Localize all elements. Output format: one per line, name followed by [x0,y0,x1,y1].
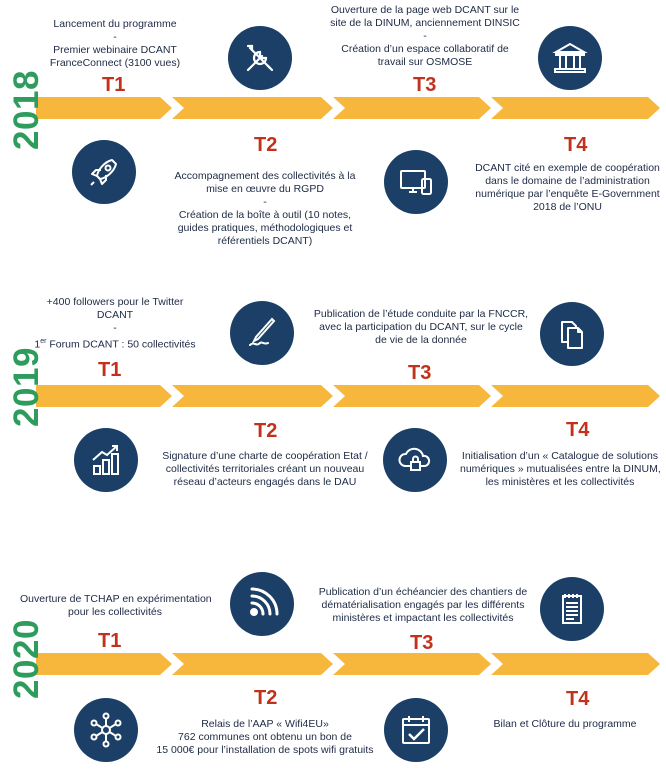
t1-description: Lancement du programme - Premier webinaire DCANT FranceConnect (3100 vues) [49,18,181,69]
devices-icon [384,150,448,214]
t4-description: Bilan et Clôture du programme [493,718,637,730]
timeline-arrow-segment [491,385,660,407]
timeline-arrow-segment [36,97,172,119]
year-label: 2019 [7,347,46,427]
t3-label: T3 [410,632,434,654]
t3-description: Ouverture de la page web DCANT sur le site de la DINUM, anciennement DINSIC - Création d’un espace collaboratif de travail sur OSMOSE [330,4,520,68]
t4-label: T4 [566,419,590,441]
t3-description: Publication de l’étude conduite par la FNCCR, avec la participation du DCANT, sur le cycle de vie de la donnée [313,308,529,346]
t1-description: Ouverture de TCHAP en expérimentation pour les collectivités [20,593,212,618]
t4-description: Initialisation d’un « Catalogue de solutions numériques » mutualisées entre la DINUM, les ministères et les collectivités [460,450,661,488]
timeline-arrow-segment [491,653,660,675]
t1-label: T1 [98,630,122,652]
timeline-arrow-segment [333,385,491,407]
t2-label: T2 [254,420,278,442]
t4-description: DCANT cité en exemple de coopération dans le domaine de l’administration numérique par l’enquête E-Government 2018 de l’ONU [475,162,660,213]
timeline-arrow-segment [333,97,491,119]
institution-icon [538,26,602,90]
calendar-check-icon [384,698,448,762]
year-label: 2018 [7,70,46,150]
t2-label: T2 [254,687,278,709]
cloud-lock-icon [383,428,447,492]
t3-label: T3 [408,362,432,384]
timeline-arrow-segment [172,97,333,119]
timeline-arrow-segment [172,653,333,675]
network-icon [74,698,138,762]
timeline-arrow-segment [36,653,172,675]
t3-description: Publication d’un échéancier des chantiers de dématérialisation engagés par les différents ministères et impactant les collectivités [318,586,528,624]
pen-signature-icon [230,301,294,365]
tools-icon [228,26,292,90]
t2-label: T2 [254,134,278,156]
t2-description: Relais de l’AAP « Wifi4EU» 762 communes ont obtenu un bon de 15 000€ pour l’installation de spots wifi gratuits [156,718,374,756]
wifi-icon [230,572,294,636]
t2-description: Accompagnement des collectivités à la mise en œuvre du RGPD - Création de la boîte à outil (10 notes, guides pratiques, méthodologiques et référentiels DCANT) [174,170,356,247]
timeline-arrow-segment [333,653,491,675]
t3-label: T3 [413,74,437,96]
timeline-arrow-segment [172,385,333,407]
t2-description: Signature d’une charte de coopération Etat / collectivités territoriales créant un nouveau réseau d’acteurs engagés dans le DAU [162,450,368,488]
t4-label: T4 [564,134,588,156]
rocket-icon [72,140,136,204]
t1-description: +400 followers pour le Twitter DCANT - 1er Forum DCANT : 50 collectivités [34,296,196,351]
timeline-arrow-segment [36,385,172,407]
notepad-icon [540,577,604,641]
growth-chart-icon [74,428,138,492]
t1-label: T1 [102,74,126,96]
t4-label: T4 [566,688,590,710]
year-label: 2020 [7,619,46,699]
timeline-arrow-segment [491,97,660,119]
t1-label: T1 [98,359,122,381]
documents-icon [540,302,604,366]
